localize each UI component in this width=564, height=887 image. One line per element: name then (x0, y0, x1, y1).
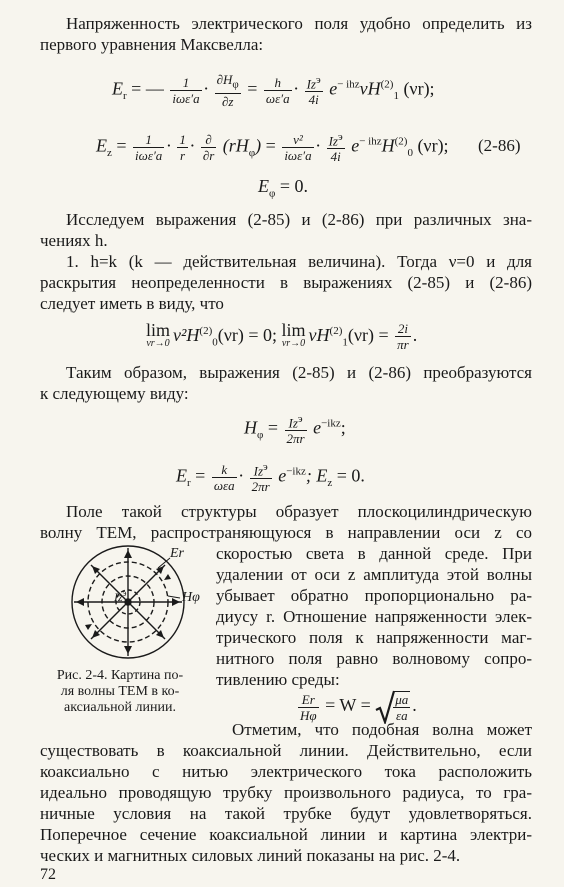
para4-right-line-6: нитного поля равно волновому сопро- (216, 649, 532, 668)
equation-limits: lim νr→0 $\nu^2H^{(2)}_0(\nu r) = 0$; lim νr→0 $\nu H^{(2)}_1(\nu r)$ = $\frac{2i}{\pi r}$ . (146, 319, 418, 353)
label-hphi: Hφ (182, 590, 200, 605)
page-number: 72 (40, 866, 56, 883)
para4-line-2: волну ТЕМ, распространяющуюся в направлении оси z со (40, 523, 532, 542)
para1-line-2: чениях h. (40, 231, 108, 250)
para4-right-line-1: скоростью света в данной среде. При (216, 544, 532, 563)
para2-line-2: раскрытия неопределенности в выражениях (2-85) и (2-86) (40, 273, 532, 292)
equation-ez: $E_z$ = $\frac{1}{\text{iωε′a}}$ · $\frac{1}{r}$ · $\frac{\partial}{\partial r}$ $(rH_\varphi)$ = $\frac{\text{ν²}}{\text{iωε′a}}$ · $\frac{Iz^э}{4i}$ $e^{- ihz}H^{(2)}_0$ (νr); (96, 131, 449, 165)
equation-ephi: $E_\varphi = 0$. (258, 176, 309, 200)
para3-line-2: к следующему виду: (40, 384, 189, 403)
figure-tem-coax (42, 544, 212, 664)
equation-number-2-86: (2-86) (478, 136, 521, 155)
caption-line-3: аксиальной линии. (63, 700, 177, 715)
para4-right-line-2: удалении от оси z амплитуда этой волны (216, 565, 532, 584)
para4-line-1: Поле такой структуры образует плоскоцилиндрическую (66, 502, 532, 521)
para4-right-line-3: убывает обратно пропорционально ра- (216, 586, 532, 605)
para1-line-1: Исследуем выражения (2-85) и (2-86) при различных зна- (66, 210, 532, 229)
para2-line-3: следует иметь в виду, что (40, 294, 224, 313)
para4-right-line-7: тивлению среды: (216, 670, 340, 689)
equation-hphi: $H_\varphi$ = $\frac{Iz^э}{2\pi r}$ $e^{-ikz}$; (244, 413, 346, 447)
intro-line-2: первого уравнения Максвелла: (40, 35, 264, 54)
para3-line-1: Таким образом, выражения (2-85) и (2-86) преобразуются (66, 363, 532, 382)
para4-right-line-5: трического поля к напряженности маг- (216, 628, 532, 647)
para2-line-1: 1. h=k (k — действительная величина). Тогда ν=0 и для (66, 252, 532, 271)
figure-caption (40, 668, 200, 716)
para5-line-1: Отметим, что подобная волна может (232, 720, 532, 739)
label-er: Er (170, 546, 184, 561)
intro-line-1: Напряженность электрического поля удобно определить из (66, 14, 532, 33)
para5-line-2: существовать в коаксиальной линии. Действительно, если (40, 741, 532, 760)
para5-line-7: ческих и магнитных силовых линий показаны на рис. 2-4. (40, 846, 461, 865)
label-iz: $Iz^э$ (114, 588, 127, 604)
equation-er-tem: $E_r$ = $\frac{k}{\text{ωεa}}$ · $\frac{Iz^э}{2\pi r}$ $e^{-ikz}$; $E_z = 0$. (176, 461, 365, 495)
para5-line-3: коаксиально с нитью электрического тока расположить (40, 762, 532, 781)
caption-line-1: Рис. 2-4. Картина по- (56, 668, 184, 683)
sqrt-symbol (375, 690, 395, 724)
para4-right-line-4: диусу r. Отношение напряженности элек- (216, 607, 532, 626)
para5-line-4: идеально проводящую трубку произвольного радиуса, то гра- (40, 783, 532, 802)
equation-er: $E_r$ = — $\frac{1}{\text{iωε′a}}$ · $\frac{\partial H_\varphi}{\partial z}$ = $\frac{h}{\omega\varepsilon'a}$ · $\frac{Iz^э}{4i}$ $e^{- ihz}\nu H^{(2)}_1$ (νr); (112, 72, 435, 109)
caption-line-2: ля волны ТЕМ в ко- (60, 684, 180, 699)
equation-wave-impedance: $\frac{Er}{H\varphi}$ = W = $\frac{\mu a}{\varepsilon a}$ . (300, 691, 417, 723)
para5-line-6: Поперечное сечение коаксиальной линии и картина электри- (40, 825, 532, 844)
para5-line-5: ничные условия на такой трубке будут удовлетворяться. (40, 804, 532, 823)
